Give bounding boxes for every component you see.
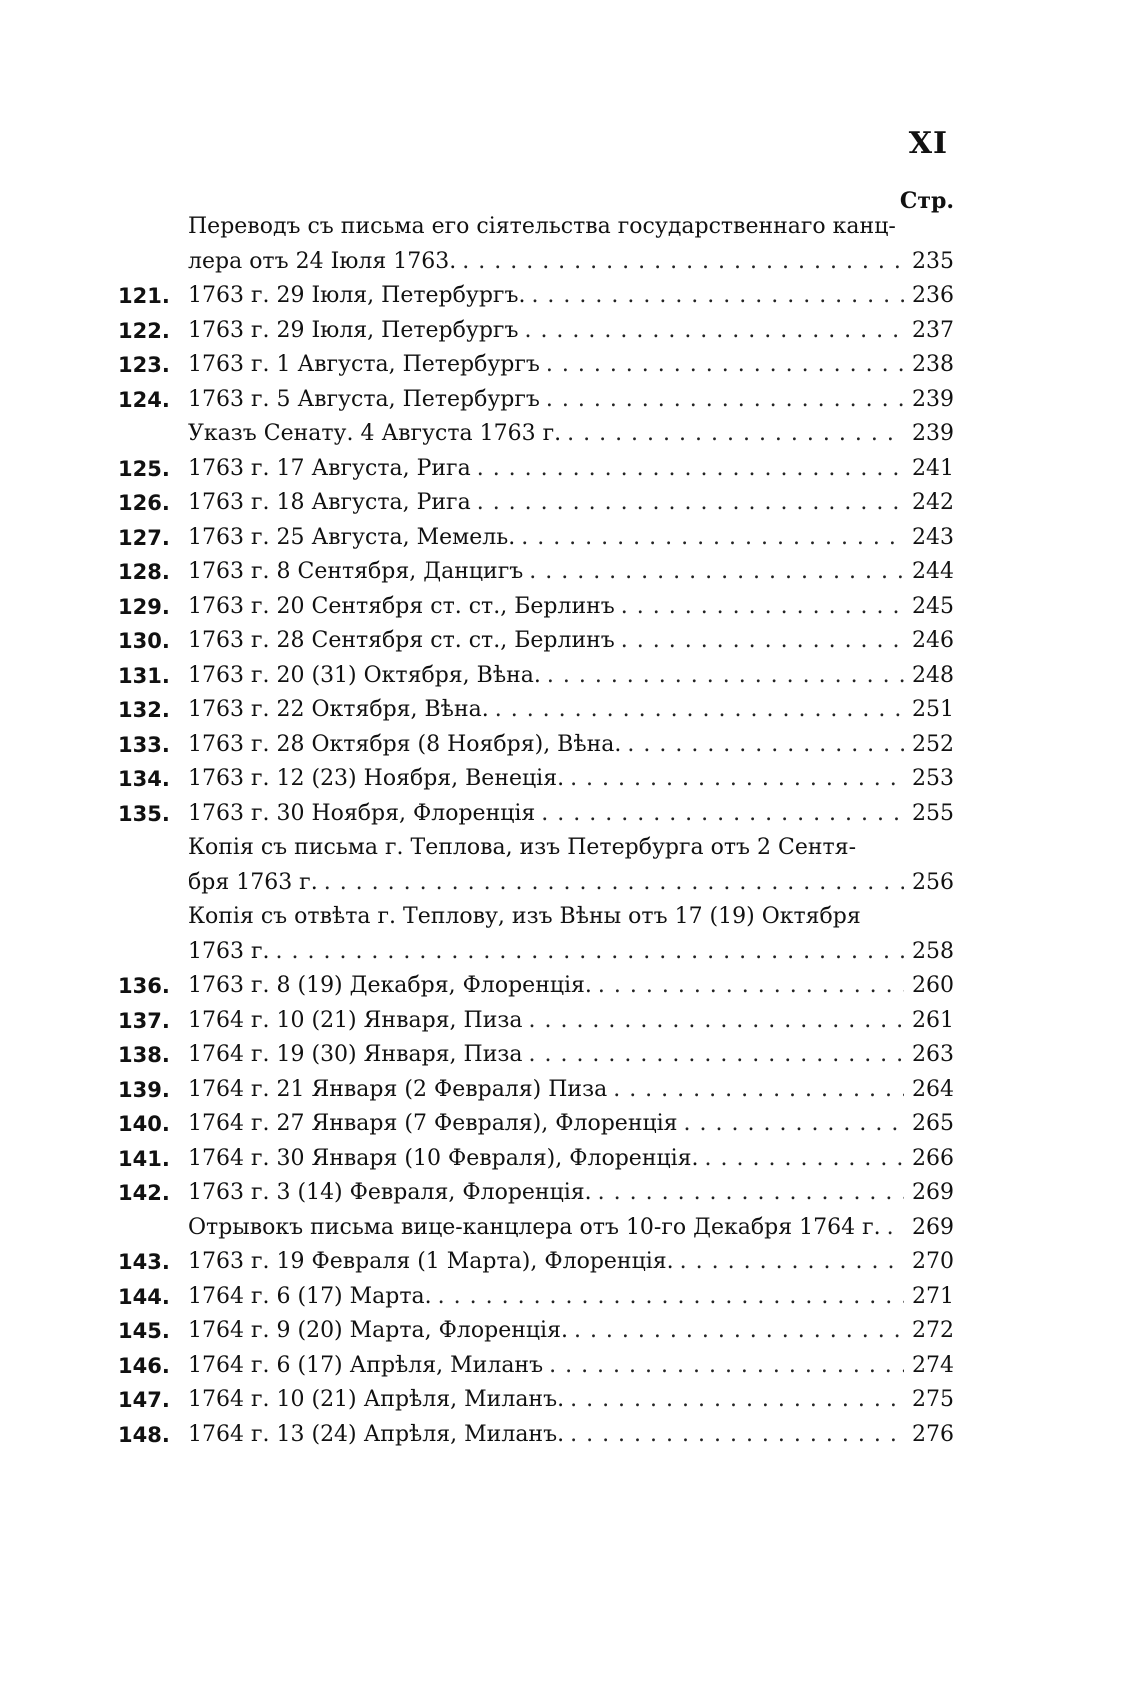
entry-body [188, 866, 954, 901]
entry-page: 264 [912, 1076, 954, 1102]
entry-body [188, 417, 954, 452]
entry-title: 1763 г. 17 Августа, Рига [188, 455, 471, 481]
entry-page: 269 [912, 1180, 954, 1205]
entry-number: 138. [118, 1043, 170, 1067]
entry-title: 1764 г. 9 (20) Марта, Флоренцiя. [188, 1318, 568, 1343]
entry-page: 276 [912, 1421, 954, 1447]
dot-leader [547, 659, 904, 694]
toc-entry [118, 521, 954, 556]
entry-body [188, 245, 954, 280]
entry-number: 148. [118, 1422, 170, 1447]
toc-entry [118, 1107, 954, 1142]
entry-page: 258 [912, 938, 954, 964]
entry-body [188, 383, 954, 418]
toc-entry [118, 1349, 954, 1384]
entry-body [188, 348, 954, 383]
entry-number: 121. [118, 284, 170, 308]
toc-entry [118, 417, 954, 452]
entry-body [188, 935, 954, 970]
dot-leader [324, 866, 904, 901]
entry-body [188, 279, 954, 314]
entry-number: 143. [118, 1250, 170, 1274]
entry-title: 1763 г. 3 (14) Февраля, Флоренцiя. [188, 1180, 592, 1205]
entry-page: 263 [912, 1042, 954, 1067]
entry-number: 144. [118, 1284, 170, 1309]
dot-leader [528, 1038, 904, 1073]
entry-page: 270 [912, 1249, 954, 1274]
entry-number: 131. [118, 663, 170, 688]
toc-entry [118, 659, 954, 694]
entry-page: 237 [912, 317, 954, 343]
entry-number: 137. [118, 1008, 170, 1033]
entry-body [188, 969, 954, 1004]
entry-body [188, 1383, 954, 1418]
toc-entry [118, 762, 954, 797]
entry-number: 133. [118, 732, 170, 757]
entry-body [188, 1280, 954, 1315]
entry-number: 125. [118, 456, 170, 481]
toc-entry [118, 314, 954, 349]
entry-number: 129. [118, 594, 170, 619]
entry-body [188, 797, 954, 832]
toc-entry [118, 728, 954, 763]
entry-body [188, 1073, 954, 1108]
entry-title: 1763 г. 19 Февраля (1 Марта), Флоренцiя. [188, 1249, 674, 1274]
table-of-contents [118, 210, 954, 1452]
entry-body [188, 1107, 954, 1142]
entry-number: 126. [118, 491, 170, 515]
toc-entry [118, 935, 954, 970]
entry-title: 1763 г. 29 Iюля, Петербургъ [188, 317, 519, 343]
entry-body [188, 693, 954, 728]
toc-entry [118, 866, 954, 901]
entry-page: 235 [912, 248, 954, 274]
dot-leader [438, 1280, 904, 1315]
entry-title: 1763 г. 8 Сентября, Данцигъ [188, 559, 524, 584]
entry-title: 1763 г. [188, 938, 270, 964]
toc-entry [118, 452, 954, 487]
toc-entry [118, 383, 954, 418]
toc-entry [118, 555, 954, 590]
entry-number: 140. [118, 1112, 170, 1136]
entry-number: 136. [118, 974, 170, 998]
toc-entry [118, 1038, 954, 1073]
entry-number: 123. [118, 353, 170, 377]
entry-title: 1764 г. 21 Января (2 Февраля) Пиза [188, 1076, 608, 1102]
entry-page: 269 [912, 1214, 954, 1240]
entry-page: 261 [912, 1007, 954, 1033]
toc-entry [118, 348, 954, 383]
toc-entry [118, 1245, 954, 1280]
entry-number: 145. [118, 1319, 170, 1343]
entry-page: 241 [912, 455, 954, 481]
entry-title: 1763 г. 5 Августа, Петербургъ [188, 386, 540, 412]
entry-title: 1764 г. 6 (17) Марта. [188, 1283, 432, 1309]
dot-leader [627, 728, 904, 763]
dot-leader [567, 417, 904, 452]
entry-body [188, 314, 954, 349]
dot-leader [462, 245, 904, 280]
dot-leader [613, 1073, 904, 1108]
entry-title: 1764 г. 19 (30) Января, Пиза [188, 1042, 523, 1067]
toc-entry-continuation: Копiя съ письма г. Теплова, изъ Петербурга отъ 2 Сентя- [188, 835, 857, 860]
toc-entry [118, 624, 954, 659]
entry-number: 146. [118, 1353, 170, 1378]
entry-page: 260 [912, 973, 954, 998]
entry-body [188, 1245, 954, 1280]
toc-entry [118, 1176, 954, 1211]
entry-body [188, 624, 954, 659]
dot-leader [521, 521, 904, 556]
entry-title: 1763 г. 30 Ноября, Флоренцiя [188, 800, 536, 826]
dot-leader [570, 762, 904, 797]
entry-body [188, 590, 954, 625]
entry-title: лера отъ 24 Iюля 1763. [188, 248, 457, 274]
entry-title: 1763 г. 29 Iюля, Петербургъ. [188, 283, 526, 308]
entry-page: 246 [912, 628, 954, 653]
entry-number: 139. [118, 1077, 170, 1102]
toc-entry [118, 1280, 954, 1315]
toc-entry [118, 1418, 954, 1453]
entry-body [188, 1211, 954, 1246]
entry-page: 271 [912, 1283, 954, 1309]
toc-entry [118, 1211, 954, 1246]
entry-body [188, 452, 954, 487]
entry-number: 132. [118, 698, 170, 722]
toc-entry-continuation: Переводъ съ письма его сiятельства государственнаго канц- [188, 214, 896, 239]
dot-leader [529, 555, 904, 590]
dot-leader [705, 1142, 904, 1177]
dot-leader [574, 1314, 904, 1349]
entry-number: 130. [118, 629, 170, 653]
entry-number: 141. [118, 1146, 170, 1171]
entry-page: 256 [912, 869, 954, 895]
entry-body [188, 555, 954, 590]
entry-number: 124. [118, 387, 170, 412]
dot-leader [549, 1349, 904, 1384]
dot-leader [528, 1004, 904, 1039]
entry-body [188, 1142, 954, 1177]
toc-entry [118, 797, 954, 832]
toc-entry [118, 590, 954, 625]
dot-leader [477, 452, 904, 487]
dot-leader [546, 348, 904, 383]
dot-leader [524, 314, 904, 349]
dot-leader [598, 1176, 904, 1211]
dot-leader [621, 590, 904, 625]
entry-body [188, 1004, 954, 1039]
entry-number: 142. [118, 1181, 170, 1205]
entry-title: 1763 г. 20 Сентября ст. ст., Берлинъ [188, 593, 615, 619]
entry-page: 245 [912, 593, 954, 619]
toc-entry [118, 1073, 954, 1108]
entry-page: 274 [912, 1352, 954, 1378]
entry-page: 275 [912, 1387, 954, 1412]
toc-entry [118, 245, 954, 280]
entry-title: 1763 г. 20 (31) Октября, Вѣна. [188, 662, 541, 688]
page-number: XI [908, 126, 948, 161]
toc-entry [118, 969, 954, 1004]
entry-page: 243 [912, 524, 954, 550]
entry-body [188, 521, 954, 556]
entry-body [188, 659, 954, 694]
entry-title: 1763 г. 8 (19) Декабря, Флоренцiя. [188, 973, 592, 998]
toc-entry [118, 1314, 954, 1349]
toc-entry-continuation: Копiя съ отвѣта г. Теплову, изъ Вѣны отъ 17 (19) Октября [188, 904, 861, 929]
entry-body [188, 1314, 954, 1349]
entry-page: 236 [912, 283, 954, 308]
entry-title: Отрывокъ письма вице-канцлера отъ 10-го Декабря 1764 г. [188, 1214, 881, 1240]
dot-leader [570, 1383, 904, 1418]
toc-entry [118, 1383, 954, 1418]
toc-entry [118, 1004, 954, 1039]
entry-page: 242 [912, 490, 954, 515]
entry-title: 1763 г. 22 Октября, Вѣна. [188, 697, 489, 722]
entry-body [188, 1349, 954, 1384]
dot-leader [546, 383, 904, 418]
dot-leader [477, 486, 904, 521]
entry-title: 1764 г. 27 Января (7 Февраля), Флоренцiя [188, 1111, 678, 1136]
dot-leader [598, 969, 904, 1004]
toc-entry [118, 486, 954, 521]
dot-leader [684, 1107, 904, 1142]
entry-page: 252 [912, 731, 954, 757]
entry-page: 251 [912, 697, 954, 722]
dot-leader [531, 279, 904, 314]
dot-leader [570, 1418, 904, 1453]
dot-leader [621, 624, 904, 659]
toc-entry [118, 1142, 954, 1177]
entry-page: 266 [912, 1145, 954, 1171]
dot-leader [541, 797, 904, 832]
entry-number: 147. [118, 1388, 170, 1412]
entry-title: 1763 г. 28 Сентября ст. ст., Берлинъ [188, 628, 615, 653]
dot-leader [276, 935, 904, 970]
entry-number: 128. [118, 560, 170, 584]
entry-page: 253 [912, 766, 954, 791]
entry-page: 239 [912, 386, 954, 412]
entry-body [188, 1038, 954, 1073]
entry-title: 1764 г. 10 (21) Апрѣля, Миланъ. [188, 1387, 565, 1412]
entry-number: 122. [118, 318, 170, 343]
entry-title: 1764 г. 30 Января (10 Февраля), Флоренцiя. [188, 1145, 699, 1171]
dot-leader [495, 693, 904, 728]
entry-body [188, 486, 954, 521]
entry-page: 248 [912, 662, 954, 688]
dot-leader [887, 1211, 904, 1246]
entry-page: 272 [912, 1318, 954, 1343]
entry-page: 239 [912, 421, 954, 446]
entry-number: 135. [118, 801, 170, 826]
entry-page: 238 [912, 352, 954, 377]
entry-title: 1763 г. 28 Октября (8 Ноября), Вѣна. [188, 731, 622, 757]
entry-body [188, 1176, 954, 1211]
entry-number: 127. [118, 525, 170, 550]
toc-entry [118, 279, 954, 314]
entry-page: 265 [912, 1111, 954, 1136]
entry-title: 1763 г. 1 Августа, Петербургъ [188, 352, 540, 377]
column-header-page: Стр. [899, 188, 954, 214]
entry-title: Указъ Сенату. 4 Августа 1763 г. [188, 421, 562, 446]
entry-title: бря 1763 г. [188, 869, 318, 895]
dot-leader [680, 1245, 904, 1280]
entry-title: 1763 г. 18 Августа, Рига [188, 490, 471, 515]
entry-number: 134. [118, 767, 170, 791]
entry-page: 244 [912, 559, 954, 584]
entry-title: 1764 г. 10 (21) Января, Пиза [188, 1007, 523, 1033]
entry-title: 1763 г. 12 (23) Ноября, Венецiя. [188, 766, 565, 791]
toc-entry [118, 693, 954, 728]
entry-title: 1763 г. 25 Августа, Мемель. [188, 524, 516, 550]
entry-body [188, 762, 954, 797]
entry-title: 1764 г. 13 (24) Апрѣля, Миланъ. [188, 1421, 565, 1447]
entry-page: 255 [912, 800, 954, 826]
entry-body [188, 1418, 954, 1453]
entry-body [188, 728, 954, 763]
entry-title: 1764 г. 6 (17) Апрѣля, Миланъ [188, 1352, 544, 1378]
